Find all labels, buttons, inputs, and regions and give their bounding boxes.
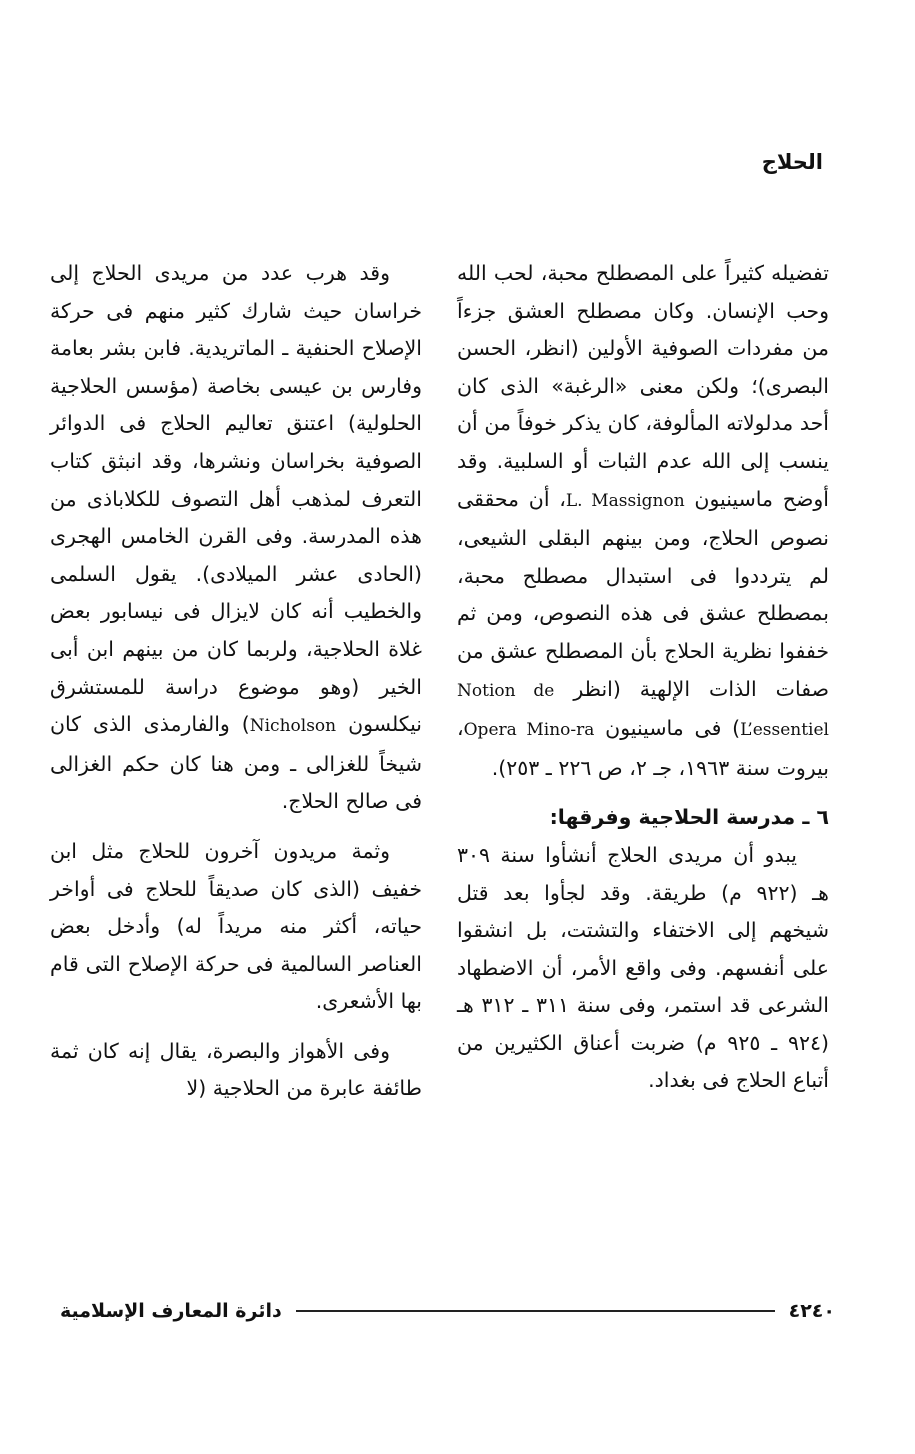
journal-title: دائرة المعارف الإسلامية [60, 1300, 282, 1322]
latin-term-nicholson: Nicholson [249, 716, 337, 737]
paragraph-school-origins: يبدو أن مريدى الحلاج أنشأوا سنة ٣٠٩ هـ (٩٢٢ م) طريقة. وقد لجأوا بعد قتل شيخهم إلى الاختفاء والتشتت، بل انشقوا على أنفسهم. وفى واقع الأمر، أن الاضطهاد الشرعى قد استمر، وفى سنة ٣١١ ـ ٣١٢ هـ (٩٢٤ ـ ٩٢٥ م) ضربت أعناق الكثيرين من أتباع الحلاج فى بغداد. [457, 842, 829, 1093]
text-segment: ، أن محققى نصوص الحلاج، ومن بينهم البقلى الشيعى، لم يترددوا فى استبدال مصطلح محبة، بمصطلح عشق فى هذه النصوص، ومن ثم خففوا نظرية الحلاج بأن المصطلح عشق من صفات الذات الإلهية (انظر [457, 486, 829, 701]
footer-rule [296, 1310, 775, 1312]
paragraph-other-disciples: وثمة مريدون آخرون للحلاج مثل ابن خفيف (الذى كان صديقاً للحلاج فى أواخر حياته، أكثر منه مريداً له) وأدخل بعض العناصر السالمية فى حركة الإصلاح التى قام بها الأشعرى. [50, 838, 422, 1014]
text-segment: فى ماسينيون [605, 716, 722, 741]
page-footer [60, 1296, 835, 1326]
left-column [50, 255, 422, 1120]
latin-title-notion: Notion de L’essentiel [457, 680, 829, 741]
section-heading: ٦ ـ مدرسة الحلاجية وفرقها: [549, 805, 829, 830]
text-segment: ، بيروت سنة ١٩٦٣، جـ ٢، ص ٢٢٦ ـ ٢٥٣). [457, 716, 829, 780]
right-column [457, 255, 829, 1112]
paragraph-khurasan [50, 255, 422, 821]
text-segment: وقد هرب عدد من مريدى الحلاج إلى خراسان حيث شارك كثير منهم فى حركة الإصلاح الحنفية ـ الماتريدية. فابن بشر بعامة وفارس بن عيسى بخاصة (مؤسس الحلاجية الحلولية) اعتنق تعاليم الحلاج فى الدوائر الصوفية بخراسان ونشرها، وقد انبثق كتاب التعرف لمذهب أهل التصوف للكلاباذى من هذه المدرسة. وفى القرن الخامس الهجرى (الحادى عشر الميلادى). يقول السلمى والخطيب أنه كان لايزال فى نيسابور بعض غلاة الحلاجية، ولربما كان من بينهم ابن أبى الخير (وهو موضوع دراسة للمستشرق نيكلسون [50, 261, 422, 737]
running-title: الحلاج [761, 150, 823, 174]
paragraph-ahwaz-basra: وفى الأهواز والبصرة، يقال إنه كان ثمة طائفة عابرة من الحلاجية (لا [50, 1038, 422, 1101]
text-segment: ) والفارمذى الذى كان شيخاً للغزالى ـ ومن هنا كان حكم الغزالى فى صالح الحلاج. [50, 712, 422, 814]
latin-term-massignon: L. Massignon [565, 490, 685, 511]
text-segment: تفضيله كثيراً على المصطلح محبة، لحب الله وحب الإنسان. وكان مصطلح العشق جزءاً من مفردات الصوفية الأولين (انظر، الحسن البصرى)؛ ولكن معنى «الرغبة» الذى كان أحد مدلولاته المألوفة، كان يذكر خوفاً من أن ينسب إلى الله عدم الثبات أو السلبية. وقد أوضح ماسينيون [457, 261, 829, 511]
latin-title-opera-minora: Opera Mino-ra [463, 720, 595, 741]
page-number: ٤٢٤٠ [788, 1300, 835, 1322]
paragraph-love-terminology: تفضيله كثيراً على المصطلح محبة، لحب الله وحب الإنسان. وكان مصطلح العشق جزءاً من مفردات الصوفية الأولين (انظر، الحسن البصرى)؛ ولكن معنى «الرغبة» الذى كان أحد مدلولاته المألوفة، كان يذكر خوفاً من أن ينسب إلى الله عدم الثبات أو السلبية. وقد أوضح ماسينيون L. Massignon، أن محققى نصوص الحلاج، ومن بينهم البقلى الشيعى، لم يترددوا فى استبدال مصطلح محبة، بمصطلح عشق فى هذه النصوص، ومن ثم خففوا نظرية الحلاج بأن المصطلح عشق من صفات الذات الإلهية (انظر Notion de L’essentiel) فى ماسينيون Opera Mino-ra، بيروت سنة ١٩٦٣، جـ ٢، ص ٢٢٦ ـ ٢٥٣). [457, 261, 829, 780]
